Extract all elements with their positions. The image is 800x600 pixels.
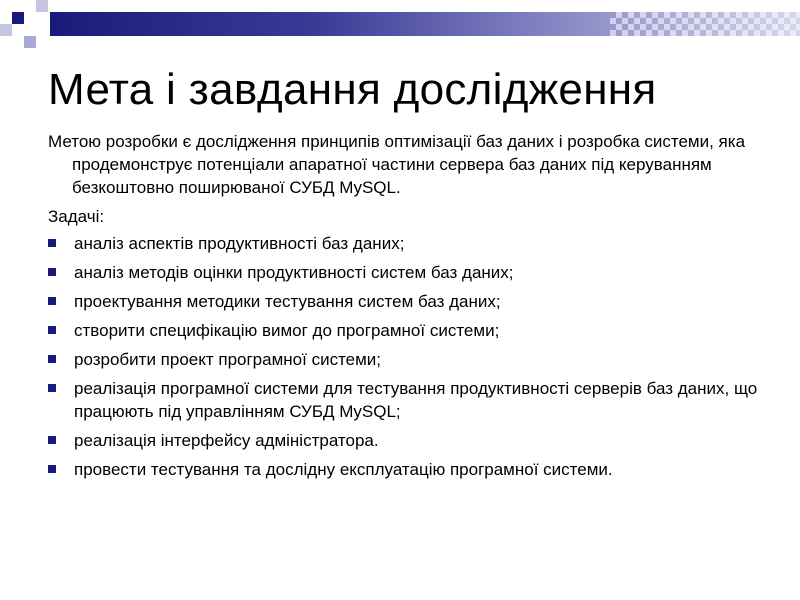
square-bullet-icon: [48, 355, 56, 363]
list-item-text: проектування методики тестування систем баз даних;: [74, 292, 501, 311]
slide-title: Мета і завдання дослідження: [48, 65, 657, 114]
list-item-text: реалізація програмної системи для тестування продуктивності серверів баз даних, що працюють під управлінням СУБД MySQL;: [74, 379, 758, 421]
square-bullet-icon: [48, 326, 56, 334]
square-bullet-icon: [48, 465, 56, 473]
list-item: [48, 348, 768, 371]
list-item: [48, 290, 768, 313]
header-checker-pattern: [610, 12, 800, 36]
square-bullet-icon: [48, 268, 56, 276]
list-item: [48, 261, 768, 284]
list-item-text: аналіз методів оцінки продуктивності систем баз даних;: [74, 263, 514, 282]
list-item-text: провести тестування та дослідну експлуатацію програмної системи.: [74, 460, 613, 479]
square-bullet-icon: [48, 239, 56, 247]
square-bullet-icon: [48, 436, 56, 444]
intro-paragraph: Метою розробки є дослідження принципів оптимізації баз даних і розробка системи, яка продемонструє потенціали апаратної частини сервера баз даних під керуванням безкоштовно поширюваної СУБД MySQL.: [48, 132, 746, 197]
slide-body: [48, 130, 768, 487]
list-item: [48, 232, 768, 255]
decor-square-navy: [12, 12, 24, 24]
decor-square-lavender: [24, 36, 36, 48]
list-item-text: реалізація інтерфейсу адміністратора.: [74, 431, 379, 450]
list-item: [48, 319, 768, 342]
decor-square-pale-2: [0, 24, 12, 36]
list-item-text: розробити проект програмної системи;: [74, 350, 382, 369]
decor-square-pale: [36, 0, 48, 12]
list-item: [48, 458, 768, 481]
list-item-text: аналіз аспектів продуктивності баз даних;: [74, 234, 405, 253]
tasks-label: Задачі:: [48, 207, 105, 226]
square-bullet-icon: [48, 297, 56, 305]
square-bullet-icon: [48, 384, 56, 392]
tasks-list: [48, 232, 768, 481]
list-item-text: створити специфікацію вимог до програмної системи;: [74, 321, 500, 340]
list-item: [48, 429, 768, 452]
list-item: [48, 377, 768, 423]
